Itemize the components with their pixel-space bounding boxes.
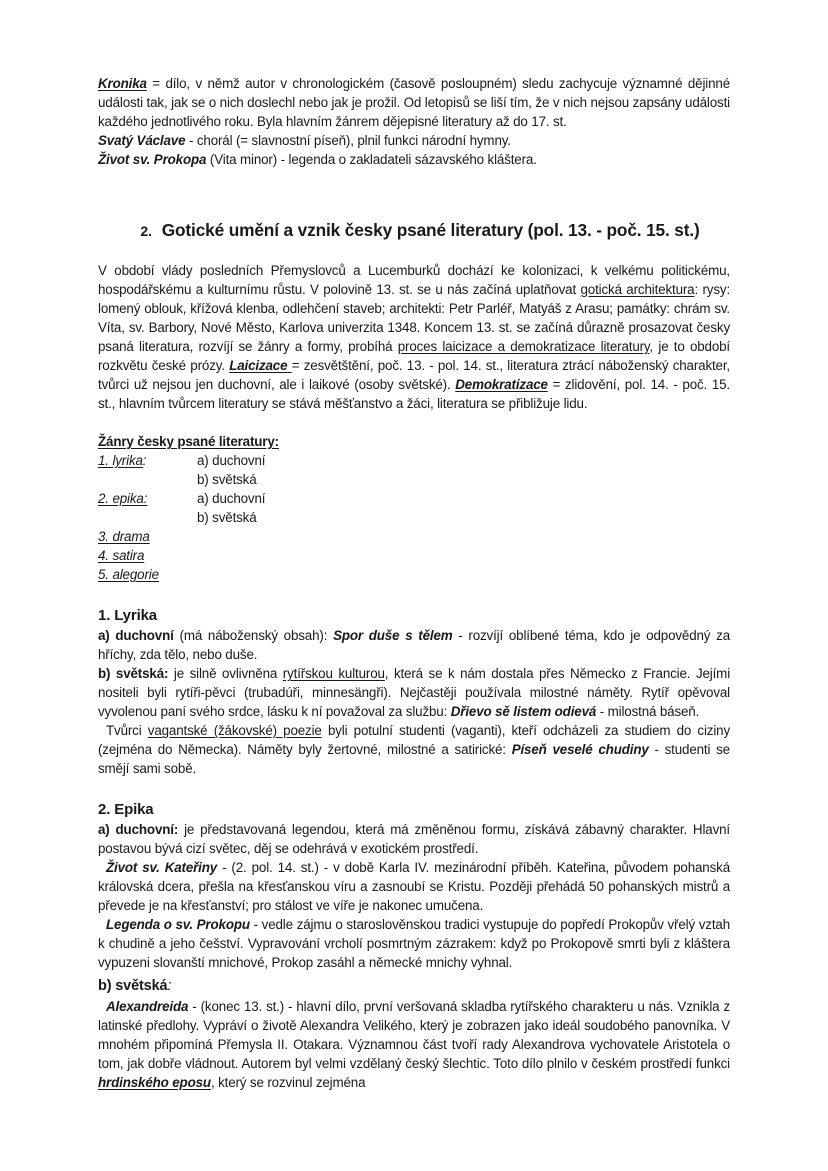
gothic-text-2: : rysy: lomený oblouk, křížová klenba, odlehčení staveb; architekti: Petr Parléř, Matyáš z Arasu; památky: chrám sv. Víta, sv. Barbory, Nové Město, Karlova univerzita 1348. Koncem 13. st. se začíná důrazně prosazovat česky psaná literatura, rozvíjí se žánry a formy, probíhá <box>98 282 731 354</box>
lyrika-svetska-label: b) světská: <box>98 666 169 681</box>
genre-suffix: : <box>142 453 147 468</box>
epika-duchovni-text: je představovaná legendou, která má změněnou formu, získává zábavný charakter. Hlavní postavou bývá cizí světec, děj se odehrává v exotickém prostředí. <box>98 822 730 856</box>
genre-sub: a) duchovní <box>197 453 266 468</box>
epika-heading: 2. Epika <box>98 801 154 818</box>
alexandreida-text-1: - (konec 13. st.) - hlavní dílo, první veršovaná skladba rytířského charakteru u nás. Vznikla z latinské předlohy. Vypráví o životě Alexandra Velikého, který je zobrazen jako ideál soudobého panovníka. V mnohém připomíná Přemysla II. Otakara. Významnou část tvoří rady Alexandrova vychovatele Aristotela o tom, jak dobře vládnout. Autorem byl velmi vzdělaný český šlechtic. Toto dílo plnilo v českém prostředí funkci <box>98 999 730 1071</box>
vaclave-term: Svatý Václave <box>98 133 186 148</box>
kronika-text: = dílo, v němž autor v chronologickém (časově posloupném) sledu zachycuje významné dějinné události tak, jak se o nich doslechl nebo jak je prožil. Od letopisů se liší tím, že v nich nejsou zapsány události každého jednotlivého roku. Byla hlavním žánrem dějepisné literatury až do 17. st. <box>98 76 730 129</box>
vagant-text-2: byli potulní studenti (vaganti), kteří odcházeli za studiem do ciziny (zejména do Německa). Náměty byly žertovné, milostné a satirické: <box>98 723 730 757</box>
genre-row <box>98 527 730 546</box>
genre-sub: b) světská <box>197 472 257 487</box>
prokop-work: Legenda o sv. Prokopu <box>106 917 250 932</box>
hrdinsky-epos-term: hrdinského eposu <box>98 1075 211 1090</box>
katerina-work: Život sv. Kateřiny <box>106 860 218 875</box>
gothic-text-1: V období vlády posledních Přemyslovců a Lucemburků dochází ke kolonizaci, k velkému politickému, hospodářskému a kulturnímu růstu. V polovině 13. st. se u nás začíná uplatňovat <box>98 263 730 297</box>
gothic-text-3: , je to období rozkvětu české prózy. <box>98 339 731 373</box>
pisen-chudiny-work: Píseň veselé chudiny <box>511 742 649 757</box>
kronika-paragraph <box>98 74 730 131</box>
lyrika-svetska-text-2: , která se k nám dostala přes Německo z Francie. Jejími nositeli byli rytíři-pěvci (trubadúři, minnesängři). Nejčastěji používala milostné náměty. Rytíř opěvoval vyvolenou paní svého srdce, lásku k ní považoval za službu: <box>98 666 731 719</box>
section-title-text: Gotické umění a vznik česky psané literatury (pol. 13. - poč. 15. st.) <box>161 220 700 240</box>
genre-sub: a) duchovní <box>197 491 266 506</box>
epika-svetska-label: b) světská <box>98 978 168 994</box>
katerina-text: - (2. pol. 14. st.) - v době Karla IV. mezinárodní příběh. Kateřina, původem pohanská královská dcera, přešla na křesťanskou víru a zasnoubí se Kristu. Později přehádá 50 pohanských mistrů a převede je na křesťanství; pro stálost ve víře je nakonec umučena. <box>98 860 730 913</box>
lyrika-svetska-text-1: je silně ovlivněna <box>168 666 283 681</box>
genre-name: 1. lyrika <box>98 453 143 468</box>
section-number: 2. <box>140 223 152 239</box>
section-title <box>98 218 730 243</box>
alexandreida-paragraph <box>98 997 730 1092</box>
vaclave-text: - chorál (= slavnostní píseň), plnil funkci národní hymny. <box>185 133 511 148</box>
genre-name: 5. alegorie <box>98 567 159 582</box>
drievo-work: Dřievo sě listem odievá <box>450 704 597 719</box>
vagant-text-3: - studenti se smějí sami sobě. <box>98 742 730 776</box>
lyrika-svetska-paragraph <box>98 664 730 721</box>
genre-name: 4. satira <box>98 548 145 563</box>
genre-row <box>98 451 730 470</box>
lyrika-duchovni-paragraph <box>98 626 730 664</box>
katerina-paragraph <box>98 858 730 915</box>
lyrika-duchovni-label: a) duchovní <box>98 628 174 643</box>
vagant-text-1: Tvůrci <box>106 723 148 738</box>
vagant-paragraph <box>98 721 730 778</box>
genre-row <box>98 546 730 565</box>
prokopa-term: Život sv. Prokopa <box>98 152 207 167</box>
vagantska-poezie-term: vagantské (žákovské) poezie <box>147 723 322 738</box>
alexandreida-work: Alexandreida <box>106 999 189 1014</box>
document-page <box>98 74 730 1092</box>
genre-name: 3. drama <box>98 529 150 544</box>
demokratizace-term: Demokratizace <box>455 377 548 392</box>
prokop-text: - vedle zájmu o staroslověnskou tradici vystupuje do popředí Prokopův vřelý vztah k chudině a jeho češství. Vypravování vrcholí posmrtným zázrakem: když po Prokopově smrti byli z kláštera vypuzeni slovanští mnichové, Prokop zasáhl a německé mnichy vyhnal. <box>98 917 730 970</box>
process-term: proces laicizace a demokratizace literatury <box>397 339 650 354</box>
genre-sub: b) světská <box>197 510 257 525</box>
vaclave-paragraph <box>98 131 730 150</box>
genre-row <box>98 489 730 508</box>
rytirska-kultura-term: rytířskou kulturou <box>282 666 385 681</box>
alexandreida-text-2: , který se rozvinul zejména <box>210 1075 366 1090</box>
prokop-paragraph <box>98 915 730 972</box>
epika-duchovni-paragraph <box>98 820 730 858</box>
epika-svetska-colon: : <box>167 978 172 994</box>
genres-list <box>98 432 730 584</box>
prokopa-paragraph <box>98 150 730 169</box>
genres-title: Žánry česky psané literatury: <box>98 434 279 449</box>
gothic-paragraph <box>98 261 730 413</box>
genre-row <box>98 470 730 489</box>
prokopa-text: (Vita minor) - legenda o zakladateli sázavského kláštera. <box>206 152 537 167</box>
lyrika-duchovni-text-2: - rozvíjí oblíbené téma, kdo je odpovědný za hříchy, zda tělo, nebo duše. <box>98 628 730 662</box>
lyrika-svetska-text-3: - milostná báseň. <box>596 704 700 719</box>
laicizace-term: Laicizace <box>229 358 292 373</box>
kronika-term: Kronika <box>98 76 147 91</box>
epika-svetska-heading <box>98 975 730 997</box>
lyrika-duchovni-text-1: (má náboženský obsah): <box>173 628 334 643</box>
epika-duchovni-label: a) duchovní: <box>98 822 179 837</box>
genre-name: 2. epika: <box>98 491 148 506</box>
gothic-text-5: = zlidovění, pol. 14. - poč. 15. st., hlavním tvůrcem literatury se stává měšťanstvo a žáci, literatura se přibližuje lidu. <box>98 377 730 411</box>
gothic-text-4: = zesvětštění, poč. 13. - pol. 14. st., literatura ztrácí náboženský charakter, tvůrci už nejsou jen duchovní, ale i laikové (osoby světské). <box>98 358 730 392</box>
genre-row <box>98 565 730 584</box>
gothic-architecture-term: gotická architektura <box>580 282 695 297</box>
spor-duse-work: Spor duše s tělem <box>333 628 453 643</box>
lyrika-heading: 1. Lyrika <box>98 607 157 624</box>
genre-row <box>98 508 730 527</box>
